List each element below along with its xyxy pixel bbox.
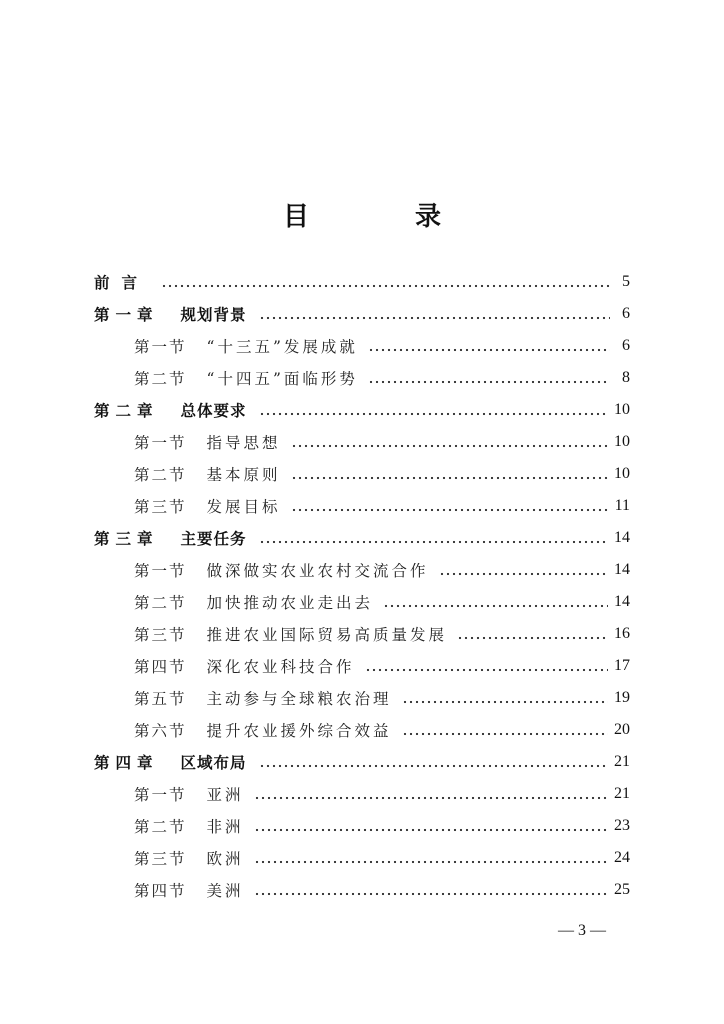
toc-section-number: 第三节 [134, 498, 187, 516]
toc-entry[interactable] [134, 654, 630, 678]
toc-entry[interactable] [134, 686, 630, 710]
toc-section-title: “十三五”发展成就 [206, 338, 358, 356]
toc-entry[interactable] [134, 430, 630, 454]
toc-entry[interactable] [94, 750, 630, 774]
toc-section-title: 加快推动农业走出去 [206, 594, 374, 612]
toc-section-title: 主动参与全球粮农治理 [206, 690, 392, 708]
toc-page-number: 11 [614, 497, 630, 514]
toc-section-number: 第一节 [134, 434, 187, 452]
toc-section-title: 深化农业科技合作 [206, 658, 355, 676]
toc-page-number: 20 [614, 721, 630, 738]
toc-entry[interactable] [134, 366, 630, 390]
toc-page-number: 23 [614, 817, 630, 834]
toc-entry[interactable] [94, 398, 630, 422]
toc-entry[interactable] [134, 622, 630, 646]
toc-section-title: 美洲 [206, 882, 244, 900]
dot-leader [254, 846, 608, 870]
toc-entry[interactable] [134, 462, 630, 486]
dot-leader [402, 686, 608, 710]
toc-section-title: “十四五”面临形势 [206, 370, 358, 388]
toc-page-number: 5 [622, 273, 630, 290]
toc-section-title: 基本原则 [206, 466, 281, 484]
toc-page-number: 21 [614, 753, 630, 770]
dot-leader [259, 750, 608, 774]
toc-section-title: 发展目标 [206, 498, 281, 516]
toc-page-number: 14 [614, 593, 630, 610]
toc-entry[interactable] [94, 270, 630, 294]
dot-leader [259, 398, 608, 422]
dot-leader [291, 430, 608, 454]
toc-section-number: 第三节 [134, 626, 187, 644]
toc-section-title: 做深做实农业农村交流合作 [206, 562, 429, 580]
dot-leader [365, 654, 608, 678]
dot-leader [383, 590, 608, 614]
toc-page-number: 14 [614, 561, 630, 578]
page-number-footer: — 3 — [558, 922, 606, 939]
toc-entry[interactable] [94, 302, 630, 326]
page-title: 目 录 [282, 202, 481, 232]
toc-entry[interactable] [94, 526, 630, 550]
dot-leader [254, 814, 608, 838]
toc-entry[interactable] [134, 878, 630, 902]
toc-chapter-title: 主要任务 [180, 530, 247, 548]
toc-section-number: 第五节 [134, 690, 187, 708]
dot-leader [457, 622, 608, 646]
toc-entry[interactable] [134, 494, 630, 518]
toc-page-number: 6 [622, 305, 630, 322]
toc-section-title: 欧洲 [206, 850, 244, 868]
toc-chapter-title: 规划背景 [180, 306, 247, 324]
toc-page-number: 25 [614, 881, 630, 898]
toc-page-number: 16 [614, 625, 630, 642]
toc-chapter-number: 第二章 [94, 402, 159, 420]
toc-section-number: 第二节 [134, 594, 187, 612]
dot-leader [259, 302, 610, 326]
dot-leader [291, 494, 609, 518]
toc-section-title: 亚洲 [206, 786, 244, 804]
toc-entry[interactable] [134, 334, 630, 358]
dot-leader [291, 462, 608, 486]
toc-section-number: 第二节 [134, 466, 187, 484]
toc-page-number: 10 [614, 401, 630, 418]
dot-leader [402, 718, 608, 742]
toc-page-number: 10 [614, 433, 630, 450]
toc-entry[interactable] [134, 718, 630, 742]
dot-leader [368, 366, 610, 390]
toc-section-number: 第二节 [134, 370, 187, 388]
toc-entry[interactable] [134, 782, 630, 806]
toc-entry[interactable] [134, 590, 630, 614]
toc-section-number: 第二节 [134, 818, 187, 836]
toc-page-number: 21 [614, 785, 630, 802]
toc-section-title: 指导思想 [206, 434, 281, 452]
dot-leader [259, 526, 608, 550]
toc-section-title: 非洲 [206, 818, 244, 836]
toc-chapter-number: 第一章 [94, 306, 159, 324]
toc-chapter-title: 总体要求 [180, 402, 247, 420]
toc-page-number: 19 [614, 689, 630, 706]
toc-entry[interactable] [134, 814, 630, 838]
toc-page-number: 14 [614, 529, 630, 546]
toc-entry[interactable] [134, 558, 630, 582]
dot-leader [161, 270, 610, 294]
toc-section-number: 第一节 [134, 562, 187, 580]
dot-leader [254, 782, 608, 806]
toc-section-number: 第一节 [134, 786, 187, 804]
toc-section-number: 第六节 [134, 722, 187, 740]
toc-page-number: 8 [622, 369, 630, 386]
toc-section-number: 第四节 [134, 658, 187, 676]
toc-chapter-title: 区域布局 [180, 754, 247, 772]
toc-chapter-number: 第三章 [94, 530, 159, 548]
toc-section-number: 第一节 [134, 338, 187, 356]
dot-leader [439, 558, 608, 582]
toc-page-number: 24 [614, 849, 630, 866]
toc-entry[interactable] [134, 846, 630, 870]
toc-page-number: 17 [614, 657, 630, 674]
toc-section-number: 第三节 [134, 850, 187, 868]
toc-section-number: 第四节 [134, 882, 187, 900]
toc-section-title: 推进农业国际贸易高质量发展 [206, 626, 448, 644]
dot-leader [254, 878, 608, 902]
toc-entry-label: 前言 [94, 274, 150, 292]
toc-chapter-number: 第四章 [94, 754, 159, 772]
dot-leader [368, 334, 610, 358]
toc-section-title: 提升农业援外综合效益 [206, 722, 392, 740]
toc-page-number: 10 [614, 465, 630, 482]
toc-page-number: 6 [622, 337, 630, 354]
